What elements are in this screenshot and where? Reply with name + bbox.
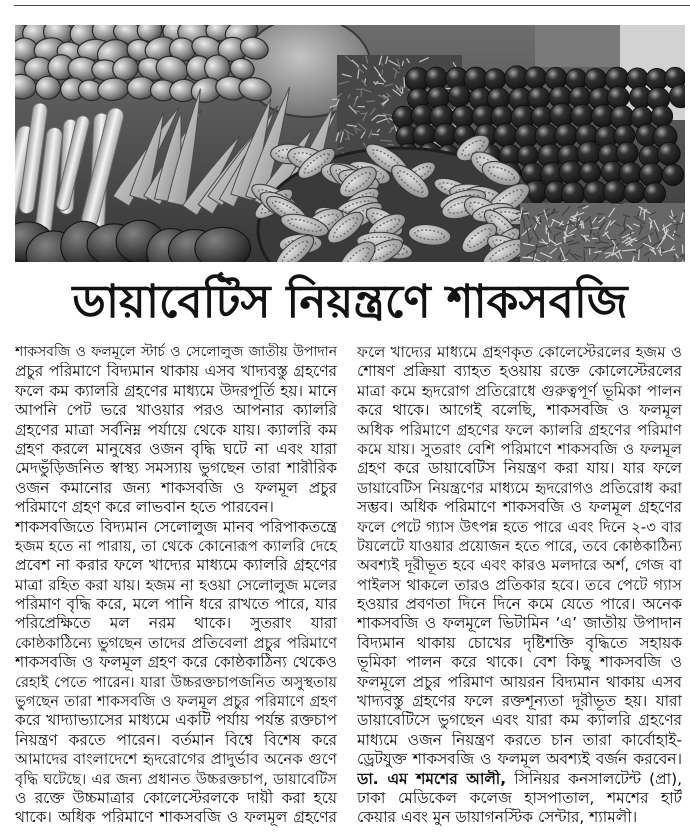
text-line: গ্রহণের মাত্রা সর্বনিম্ন পর্যায়ে থেকে যায়। ক্যালরি কম xyxy=(15,420,337,439)
text-line: শাকসবজি ও ফলমূলে ভিটামিন ‘এ’ জাতীয় উপাদান xyxy=(357,614,682,633)
text-line: করে খাদ্যাভ্যাসের মাধ্যমে একটি পর্যায় পর্যন্ত রক্তচাপ xyxy=(15,711,337,730)
text-line: আমাদের বাংলাদেশে হৃদরোগের প্রাদুর্ভাব অনেক গুণে xyxy=(15,750,337,769)
text-line: কোষ্ঠকাঠিন্যে ভুগছেন তাদের প্রতিবেলা প্রচুর পরিমাণে xyxy=(15,633,337,652)
text-line: শোষণ প্রক্রিয়া ব্যাহত হওয়ায় রক্তে কোলেস্টেরলের xyxy=(357,362,682,381)
text-line: বিদ্যমান থাকায় চোখের দৃষ্টিশক্তি বৃদ্ধিতে সহায়ক xyxy=(357,633,682,652)
text-line: ও রক্তে উচ্চমাত্রার কোলেস্টেরলকে দায়ী করা হয়ে xyxy=(15,788,337,807)
text-line: শাকসবজি ও ফলমূল গ্রহণ করে কোষ্ঠকাঠিন্য থেকেও xyxy=(15,653,337,672)
text-line: সম্ভব। অধিক পরিমাণে শাকসবজি ও ফলমূল গ্রহণের xyxy=(357,498,682,517)
text-line: পরিপ্রেক্ষিতে মল নরম থাকে। সুতরাং যারা xyxy=(15,614,337,633)
text-line: বৃদ্ধি ঘটেছে। এর জন্য প্রধানত উচ্চরক্তচাপ, ডায়াবেটিস xyxy=(15,770,337,788)
text-line: আপনি পেট ভরে খাওয়ার পরও আপনার ক্যালরি xyxy=(15,401,337,420)
peppers xyxy=(15,25,273,106)
text-line: ফলে কম ক্যালরি গ্রহণের মাধ্যমে উদরপূর্তি হয়। মানে xyxy=(15,381,337,400)
headline-text: ডায়াবেটিস নিয়ন্ত্রণে শাকসবজি xyxy=(72,275,628,328)
text-line: হওয়ার প্রবণতা দিনে দিনে কমে যেতে পারে। অনেক xyxy=(357,595,682,614)
text-line: শাকসবজি ও ফলমূলে স্টার্চ ও সেলোলুজ জাতীয় উপাদান xyxy=(15,344,337,360)
text-line: গ্রহণ করে ডায়াবেটিস নিয়ন্ত্রণ করা যায়। যার ফলে xyxy=(357,459,682,478)
text-line: হজম হতে না পারায়, তা থেকে কোনোরূপ ক্যালরি দেহে xyxy=(15,537,337,555)
text-line: মাধ্যমে ওজন নিয়ন্ত্রণ করতে চান তারা কার্বোহাই- xyxy=(357,730,682,749)
text-line: খাদ্যবস্তু গ্রহণের ফলে রক্তশূন্যতা দূরীভূত হয়। যারা xyxy=(357,692,682,711)
left-column xyxy=(15,343,337,828)
right-column xyxy=(357,343,682,828)
text-line: ড্রেটযুক্ত শাকসবজি ও ফলমূল অবশ্যই বর্জন করবেন। xyxy=(357,750,682,769)
text-line: প্রবেশ না করার ফলে খাদ্যের মাধ্যমে ক্যালরি গ্রহণের xyxy=(15,556,337,575)
byline-line: ঢাকা মেডিকেল কলেজ হাসপাতাল, শমশের হার্ট xyxy=(357,788,682,807)
text-line: পরিমাণ বৃদ্ধি করে, মলে পানি ধরে রাখতে পারে, যার xyxy=(15,595,337,614)
text-line: টয়লেটে যাওয়ার প্রয়োজন হতে পারে, তবে কোষ্ঠকাঠিন্য xyxy=(357,537,682,555)
author-name: ডা. এম শমশের আলী, xyxy=(357,769,507,788)
text-line: ভুগছেন তারা শাকসবজি ও ফলমূল প্রচুর পরিমাণে গ্রহণ xyxy=(15,693,337,711)
text-line: পাইলস থাকলে তারও প্রতিকার হবে। তবে পেটে গ্যাস xyxy=(357,575,682,594)
text-line: মাত্রা রহিত করা যায়। হজম না হওয়া সেলোলুজ মলের xyxy=(15,575,337,594)
text-line: ফলে পেটে গ্যাস উৎপন্ন হতে পারে এবং দিনে ২-৩ বার xyxy=(357,517,682,536)
text-line: মাত্রা কমে হৃদরোগ প্রতিরোধে গুরুত্বপূর্ণ ভূমিকা পালন xyxy=(357,381,682,400)
text-line: ভূমিকা পালন করে থাকে। বেশ কিছু শাকসবজি ও xyxy=(357,653,682,672)
text-line: শাকসবজিতে বিদ্যমান সেলোলুজ মানব পরিপাকতন্ত্রে xyxy=(15,517,337,536)
text-line: গ্রহণ করলে মানুষের ওজন বৃদ্ধি ঘটে না এবং যারা xyxy=(15,439,337,458)
byline-line xyxy=(357,770,682,789)
text-line: ফলমূলে প্রচুর পরিমাণ আয়রন বিদ্যমান থাকায় এসব xyxy=(357,672,682,691)
top-rule xyxy=(14,5,690,6)
text-line: থাকে। অধিক পরিমাণে শাকসবজি ও ফলমূল গ্রহণের xyxy=(15,808,337,827)
text-line: ডায়াবেটিসে ভুগছেন এবং যারা কম ক্যালরি গ্রহণের xyxy=(357,711,682,730)
text-line: প্রচুর পরিমাণে বিদ্যমান থাকায় এসব খাদ্যবস্তু গ্রহণের xyxy=(15,362,337,381)
herbs xyxy=(511,203,685,262)
text-line: ওজন কমানোর জন্য শাকসবজি ও ফলমূল প্রচুর xyxy=(15,478,337,497)
text-line: পরিমাণে গ্রহণ করে লাভবান হতে পারবেন। xyxy=(15,498,274,517)
vegetables-photo xyxy=(15,25,685,262)
text-line: ফলে খাদ্যের মাধ্যমে গ্রহণকৃত কোলেস্টেরলের হজম ও xyxy=(357,343,682,361)
text-line: নিয়ন্ত্রণ করতে পারেন। বর্তমান বিশ্বে বিশেষ করে xyxy=(15,730,337,749)
headline xyxy=(15,266,685,338)
text-line: ডায়াবেটিস নিয়ন্ত্রণের মাধ্যমে হৃদরোগও প্রতিরোধ করা xyxy=(357,478,682,497)
article-photo xyxy=(15,25,685,262)
text-line: অবশ্যই দূরীভূত হবে এবং কারও মলদারে অর্শ, গেজ বা xyxy=(357,556,682,575)
text-line: রেহাই পেতে পারেন। যারা উচ্চরক্তচাপজনিত অসুস্থতায় xyxy=(15,673,337,691)
byline-line: কেয়ার এবং মুন ডায়াগনস্টিক সেন্টার, শ্যামলী। xyxy=(357,808,638,827)
text-line: করে থাকে। আগেই বলেছি, শাকসবজি ও ফলমূল xyxy=(357,401,682,420)
text-line: কমে যায়। সুতরাং বেশি পরিমাণে শাকসবজি ও ফলমূল xyxy=(357,439,682,458)
text-line: মেদভুঁড়িজনিত স্বাস্থ্য সমস্যায় ভুগছেন তারা শারীরিক xyxy=(15,459,337,478)
author-title: সিনিয়র কনসালটেন্ট (প্রা), xyxy=(514,769,682,788)
text-line: অধিক পরিমাণে গ্রহণের ফলে ক্যালরি গ্রহণের পরিমাণ xyxy=(357,420,682,439)
